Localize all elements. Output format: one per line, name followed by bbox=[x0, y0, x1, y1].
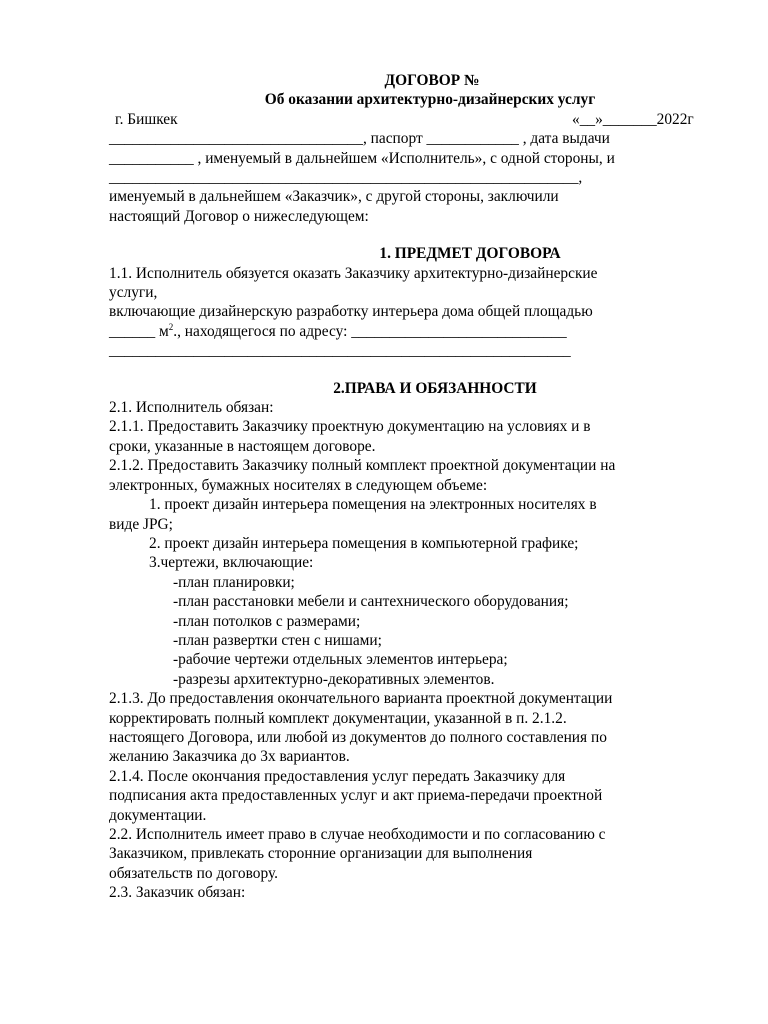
sub-list-item: -разрезы архитектурно-декоративных элементов. bbox=[173, 670, 495, 688]
sub-list-item: -план планировки; bbox=[173, 573, 295, 591]
clause-2-1-3-line: желанию Заказчика до 3х вариантов. bbox=[109, 748, 350, 766]
clause-2-1-2-line: 2.1.2. Предоставить Заказчику полный комплект проектной документации на bbox=[109, 457, 616, 475]
contract-subtitle: Об оказании архитектурно-дизайнерских услуг bbox=[264, 91, 596, 109]
clause-2-2-line: 2.2. Исполнитель имеет право в случае необходимости и по согласованию с bbox=[109, 826, 606, 844]
clause-1-1-line: включающие дизайнерскую разработку интерьера дома общей площадью bbox=[109, 303, 593, 321]
section-1-heading: 1. ПРЕДМЕТ ДОГОВОРА bbox=[379, 245, 561, 263]
clause-2-2-line: обязательств по договору. bbox=[109, 864, 278, 882]
clause-2-1: 2.1. Исполнитель обязан: bbox=[109, 399, 274, 417]
clause-2-1-4-line: подписания акта предоставленных услуг и акт приема-передачи проектной bbox=[109, 787, 603, 805]
intro-line: _________________________________, паспорт ____________ , дата выдачи bbox=[109, 130, 610, 148]
clause-2-1-3-line: 2.1.3. До предоставления окончательного варианта проектной документации bbox=[109, 690, 613, 708]
clause-2-1-1-line: 2.1.1. Предоставить Заказчику проектную документацию на условиях и в bbox=[109, 418, 591, 436]
clause-2-1-2-line: электронных, бумажных носителях в следующем объеме: bbox=[109, 476, 488, 494]
list-item-1-cont: виде JPG; bbox=[109, 515, 173, 533]
city-date-line bbox=[109, 110, 721, 129]
contract-title: ДОГОВОР № bbox=[384, 72, 480, 89]
list-item-2: 2. проект дизайн интерьера помещения в компьютерной графике; bbox=[149, 534, 579, 552]
clause-1-1-line: услуги, bbox=[109, 284, 158, 302]
intro-line: именуемый в дальнейшем «Заказчик», с другой стороны, заключили bbox=[109, 188, 559, 206]
section-2-heading: 2.ПРАВА И ОБЯЗАННОСТИ bbox=[333, 379, 537, 397]
sub-list-item: -план расстановки мебели и сантехнического оборудования; bbox=[173, 593, 569, 611]
intro-line: ___________ , именуемый в дальнейшем «Исполнитель», с одной стороны, и bbox=[109, 149, 615, 167]
area-unit-superscript: 2 bbox=[168, 321, 174, 332]
clause-2-1-1-line: сроки, указанные в настоящем договоре. bbox=[109, 437, 376, 455]
clause-2-1-3-line: корректировать полный комплект документации, указанной в п. 2.1.2. bbox=[109, 709, 567, 727]
city: г. Бишкек bbox=[115, 110, 178, 128]
address-blank-line: ____________________________________________________________ bbox=[109, 342, 571, 360]
contract-body bbox=[109, 71, 721, 903]
sub-list-item: -план развертки стен с нишами; bbox=[173, 631, 382, 649]
sub-list-item: -рабочие чертежи отдельных элементов интерьера; bbox=[173, 651, 508, 669]
area-address-line bbox=[109, 322, 721, 341]
address-label: ., находящегося по адресу: ____________________________ bbox=[173, 322, 567, 340]
list-item-3: 3.чертежи, включающие: bbox=[149, 554, 314, 572]
list-item-1: 1. проект дизайн интерьера помещения на электронных носителях в bbox=[149, 496, 597, 514]
clause-1-1-line: 1.1. Исполнитель обязуется оказать Заказчику архитектурно-дизайнерские bbox=[109, 264, 598, 282]
contract-date: «__»_______2022г bbox=[572, 110, 694, 128]
sub-list-item: -план потолков с размерами; bbox=[173, 612, 361, 630]
intro-line: _____________________________________________________________, bbox=[109, 169, 583, 187]
clause-2-2-line: Заказчиком, привлекать сторонние организации для выполнения bbox=[109, 845, 533, 863]
clause-2-1-4-line: 2.1.4. После окончания предоставления услуг передать Заказчику для bbox=[109, 767, 566, 785]
area-blank: ______ м bbox=[109, 322, 169, 340]
intro-line: настоящий Договор о нижеследующем: bbox=[109, 207, 369, 225]
clause-2-3: 2.3. Заказчик обязан: bbox=[109, 884, 246, 902]
clause-2-1-3-line: настоящего Договора, или любой из документов до полного составления по bbox=[109, 728, 607, 746]
clause-2-1-4-line: документации. bbox=[109, 806, 207, 824]
